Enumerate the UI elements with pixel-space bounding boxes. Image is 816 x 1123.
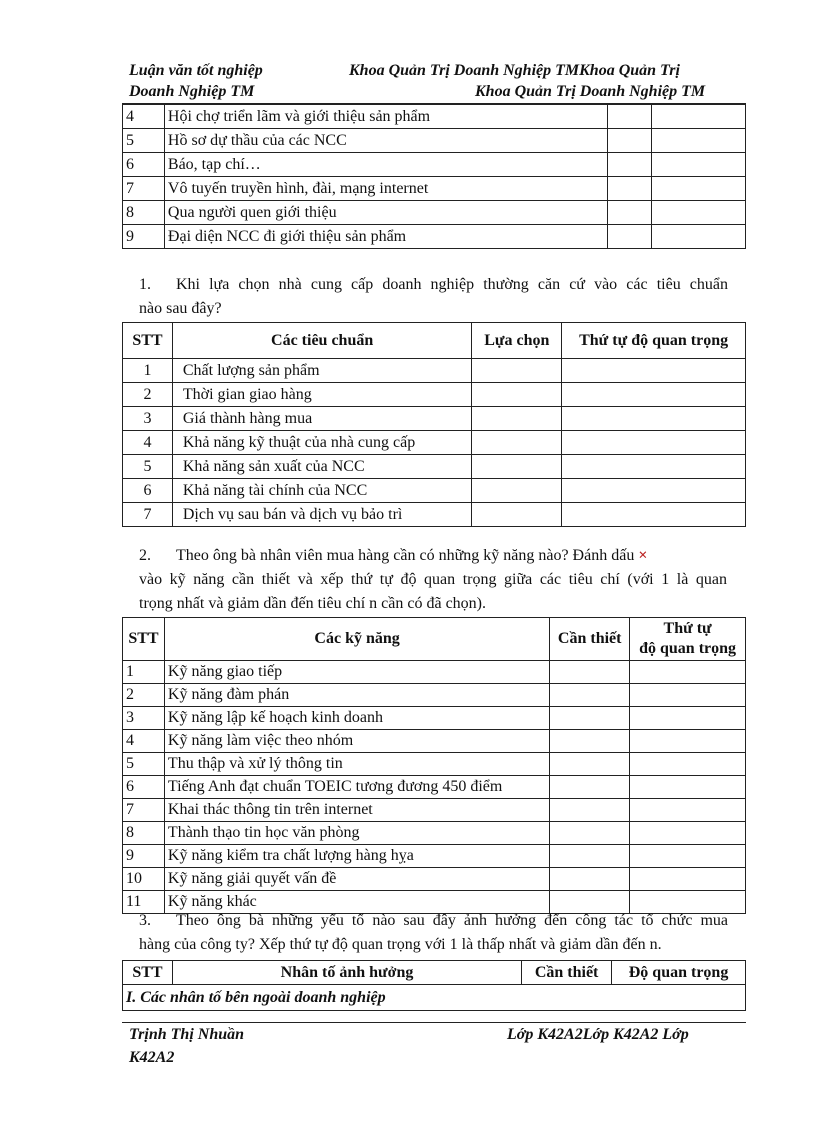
- skills-row: [123, 799, 746, 822]
- sources-row-text: Vô tuyến truyền hình, đài, mạng internet: [164, 177, 607, 201]
- sources-row-number: 4: [123, 105, 165, 129]
- skills-row-text: Kỹ năng giải quyết vấn đề: [164, 868, 549, 891]
- footer-class-cont: K42A2: [129, 1049, 175, 1066]
- criteria-head-stt: STT: [123, 323, 173, 359]
- skills-row: [123, 707, 746, 730]
- q2-line2: vào kỹ năng cần thiết và xếp thứ tự độ quan trọng giữa các tiêu chí (với 1 là quan: [139, 571, 727, 588]
- sources-row-text: Hội chợ triển lãm và giới thiệu sản phẩm: [164, 105, 607, 129]
- skills-row-text: Kỹ năng kiểm tra chất lượng hàng hỵa: [164, 845, 549, 868]
- factors-head-name: Nhân tố ảnh hưởng: [172, 961, 521, 985]
- criteria-row-empty-cell: [472, 503, 562, 527]
- skills-row-empty-cell: [550, 845, 630, 868]
- sources-row-empty-cell: [608, 177, 652, 201]
- sources-row-empty-cell: [608, 201, 652, 225]
- sources-row-empty-cell: [608, 129, 652, 153]
- skills-row-empty-cell: [550, 891, 630, 914]
- skills-row-number: 5: [123, 753, 165, 776]
- header-faculty: Khoa Quản Trị Doanh Nghiệp TMKhoa Quản Trị: [349, 62, 680, 79]
- criteria-row-number: 3: [123, 407, 173, 431]
- skills-row-empty-cell: [630, 799, 746, 822]
- criteria-row-empty-cell: [472, 407, 562, 431]
- criteria-row-number: 7: [123, 503, 173, 527]
- criteria-row-text: Chất lượng sản phẩm: [172, 359, 472, 383]
- criteria-row-empty-cell: [472, 431, 562, 455]
- skills-row-empty-cell: [550, 684, 630, 707]
- q2-line1-text: Theo ông bà nhân viên mua hàng cần có những kỹ năng nào? Đánh dấu: [176, 547, 635, 564]
- criteria-row-text: Giá thành hàng mua: [172, 407, 472, 431]
- sources-row-number: 8: [123, 201, 165, 225]
- sources-row-number: 7: [123, 177, 165, 201]
- skills-row-number: 9: [123, 845, 165, 868]
- skills-head-rank: [630, 618, 746, 661]
- header-faculty-right: Khoa Quản Trị Doanh Nghiệp TM: [475, 83, 706, 100]
- q2-line3: trọng nhất và giảm dần đến tiêu chí n cần có đã chọn).: [139, 595, 486, 612]
- skills-row-number: 7: [123, 799, 165, 822]
- q3-line1: Theo ông bà những yếu tố nào sau đây ảnh hưởng đến công tác tổ chức mua: [176, 912, 728, 929]
- skills-row-text: Kỹ năng giao tiếp: [164, 661, 549, 684]
- header-faculty-cont: Doanh Nghiệp TM: [129, 83, 255, 100]
- skills-row: [123, 661, 746, 684]
- criteria-row-empty-cell: [472, 479, 562, 503]
- sources-row: [123, 201, 746, 225]
- skills-row-empty-cell: [630, 707, 746, 730]
- skills-row: [123, 822, 746, 845]
- skills-head-name: Các kỹ năng: [164, 618, 549, 661]
- skills-row-number: 6: [123, 776, 165, 799]
- criteria-row: [123, 383, 746, 407]
- criteria-row-empty-cell: [472, 383, 562, 407]
- skills-row-number: 10: [123, 868, 165, 891]
- skills-row: [123, 868, 746, 891]
- skills-row-empty-cell: [630, 776, 746, 799]
- skills-head-rank-line2: độ quan trọng: [639, 640, 737, 657]
- criteria-row-empty-cell: [472, 455, 562, 479]
- criteria-row-empty-cell: [562, 431, 746, 455]
- sources-row-number: 9: [123, 225, 165, 249]
- skills-row-text: Kỹ năng khác: [164, 891, 549, 914]
- criteria-row-empty-cell: [562, 479, 746, 503]
- skills-head-need: Cần thiết: [550, 618, 630, 661]
- sources-row-empty-cell: [652, 105, 746, 129]
- criteria-row-number: 2: [123, 383, 173, 407]
- skills-row-empty-cell: [630, 845, 746, 868]
- sources-row-text: Qua người quen giới thiệu: [164, 201, 607, 225]
- skills-row-text: Tiếng Anh đạt chuẩn TOEIC tương đương 450 điểm: [164, 776, 549, 799]
- skills-row-empty-cell: [630, 661, 746, 684]
- skills-row-text: Kỹ năng làm việc theo nhóm: [164, 730, 549, 753]
- criteria-row-empty-cell: [562, 407, 746, 431]
- skills-row: [123, 753, 746, 776]
- skills-row-empty-cell: [550, 799, 630, 822]
- skills-row-empty-cell: [550, 868, 630, 891]
- footer-class: Lớp K42A2Lớp K42A2 Lớp: [507, 1026, 689, 1043]
- q3-number: 3.: [139, 912, 151, 929]
- header-thesis-title: Luận văn tốt nghiệp: [129, 62, 263, 79]
- criteria-table: [122, 322, 746, 527]
- skills-row-text: Thành thạo tin học văn phòng: [164, 822, 549, 845]
- skills-row-text: Khai thác thông tin trên internet: [164, 799, 549, 822]
- sources-row-number: 5: [123, 129, 165, 153]
- skills-row-number: 1: [123, 661, 165, 684]
- footer-author: Trịnh Thị Nhuần: [129, 1026, 245, 1043]
- criteria-row-text: Khả năng tài chính của NCC: [172, 479, 472, 503]
- sources-row-text: Báo, tạp chí…: [164, 153, 607, 177]
- q3-line2: hàng của công ty? Xếp thứ tự độ quan trọng với 1 là thấp nhất và giảm dần đến n.: [139, 936, 662, 953]
- criteria-row-empty-cell: [562, 383, 746, 407]
- sources-row-empty-cell: [652, 201, 746, 225]
- sources-table: [122, 104, 746, 249]
- sources-row: [123, 153, 746, 177]
- sources-row-text: Đại diện NCC đi giới thiệu sản phẩm: [164, 225, 607, 249]
- skills-row-empty-cell: [630, 868, 746, 891]
- criteria-row: [123, 503, 746, 527]
- sources-row: [123, 177, 746, 201]
- criteria-row-empty-cell: [562, 359, 746, 383]
- skills-row-empty-cell: [630, 684, 746, 707]
- criteria-head-choose: Lựa chọn: [472, 323, 562, 359]
- skills-table: [122, 617, 746, 914]
- criteria-row-text: Dịch vụ sau bán và dịch vụ bảo trì: [172, 503, 472, 527]
- q1-line2: nào sau đây?: [139, 300, 222, 317]
- skills-row-number: 8: [123, 822, 165, 845]
- criteria-row-text: Thời gian giao hàng: [172, 383, 472, 407]
- footer-rule: [122, 1022, 746, 1023]
- skills-head-rank-line1: Thứ tự: [663, 620, 712, 637]
- skills-row: [123, 730, 746, 753]
- sources-row-empty-cell: [652, 153, 746, 177]
- skills-row-empty-cell: [550, 707, 630, 730]
- x-mark-icon: ×: [638, 547, 648, 564]
- sources-row-empty-cell: [608, 153, 652, 177]
- skills-row-empty-cell: [630, 730, 746, 753]
- skills-row-number: 11: [123, 891, 165, 914]
- criteria-row-number: 1: [123, 359, 173, 383]
- sources-row-empty-cell: [608, 105, 652, 129]
- criteria-row-number: 6: [123, 479, 173, 503]
- criteria-row: [123, 455, 746, 479]
- sources-row-empty-cell: [652, 129, 746, 153]
- criteria-head-rank: Thứ tự độ quan trọng: [562, 323, 746, 359]
- criteria-row: [123, 407, 746, 431]
- sources-row-empty-cell: [608, 225, 652, 249]
- criteria-row: [123, 431, 746, 455]
- skills-row-empty-cell: [550, 730, 630, 753]
- sources-row: [123, 225, 746, 249]
- skills-row-number: 4: [123, 730, 165, 753]
- skills-row: [123, 845, 746, 868]
- q2-number: 2.: [139, 547, 151, 564]
- factors-head-rank: Độ quan trọng: [612, 961, 746, 985]
- criteria-row-empty-cell: [562, 455, 746, 479]
- criteria-head-name: Các tiêu chuẩn: [172, 323, 472, 359]
- criteria-row-empty-cell: [562, 503, 746, 527]
- criteria-row-empty-cell: [472, 359, 562, 383]
- skills-row: [123, 684, 746, 707]
- skills-row-text: Kỹ năng lập kế hoạch kinh doanh: [164, 707, 549, 730]
- skills-row-number: 3: [123, 707, 165, 730]
- skills-row-empty-cell: [630, 822, 746, 845]
- sources-row-empty-cell: [652, 177, 746, 201]
- q1-line1: Khi lựa chọn nhà cung cấp doanh nghiệp thường căn cứ vào các tiêu chuẩn: [176, 276, 728, 293]
- sources-row: [123, 129, 746, 153]
- criteria-row-text: Khả năng kỹ thuật của nhà cung cấp: [172, 431, 472, 455]
- sources-row: [123, 105, 746, 129]
- criteria-row-text: Khả năng sản xuất của NCC: [172, 455, 472, 479]
- factors-head-stt: STT: [123, 961, 173, 985]
- skills-row-empty-cell: [550, 753, 630, 776]
- skills-row: [123, 776, 746, 799]
- criteria-row: [123, 359, 746, 383]
- q2-line1: [176, 547, 647, 565]
- sources-row-empty-cell: [652, 225, 746, 249]
- criteria-row-number: 4: [123, 431, 173, 455]
- criteria-row-number: 5: [123, 455, 173, 479]
- q1-number: 1.: [139, 276, 151, 293]
- skills-row: [123, 891, 746, 914]
- sources-row-text: Hồ sơ dự thầu của các NCC: [164, 129, 607, 153]
- sources-row-number: 6: [123, 153, 165, 177]
- skills-head-stt: STT: [123, 618, 165, 661]
- skills-row-empty-cell: [630, 753, 746, 776]
- skills-row-empty-cell: [550, 661, 630, 684]
- factors-section-external: I. Các nhân tố bên ngoài doanh nghiệp: [123, 985, 746, 1011]
- skills-row-text: Kỹ năng đàm phán: [164, 684, 549, 707]
- skills-row-text: Thu thập và xử lý thông tin: [164, 753, 549, 776]
- skills-row-number: 2: [123, 684, 165, 707]
- skills-row-empty-cell: [550, 776, 630, 799]
- skills-row-empty-cell: [550, 822, 630, 845]
- criteria-row: [123, 479, 746, 503]
- factors-head-need: Cần thiết: [522, 961, 612, 985]
- skills-row-empty-cell: [630, 891, 746, 914]
- factors-table: [122, 960, 746, 1011]
